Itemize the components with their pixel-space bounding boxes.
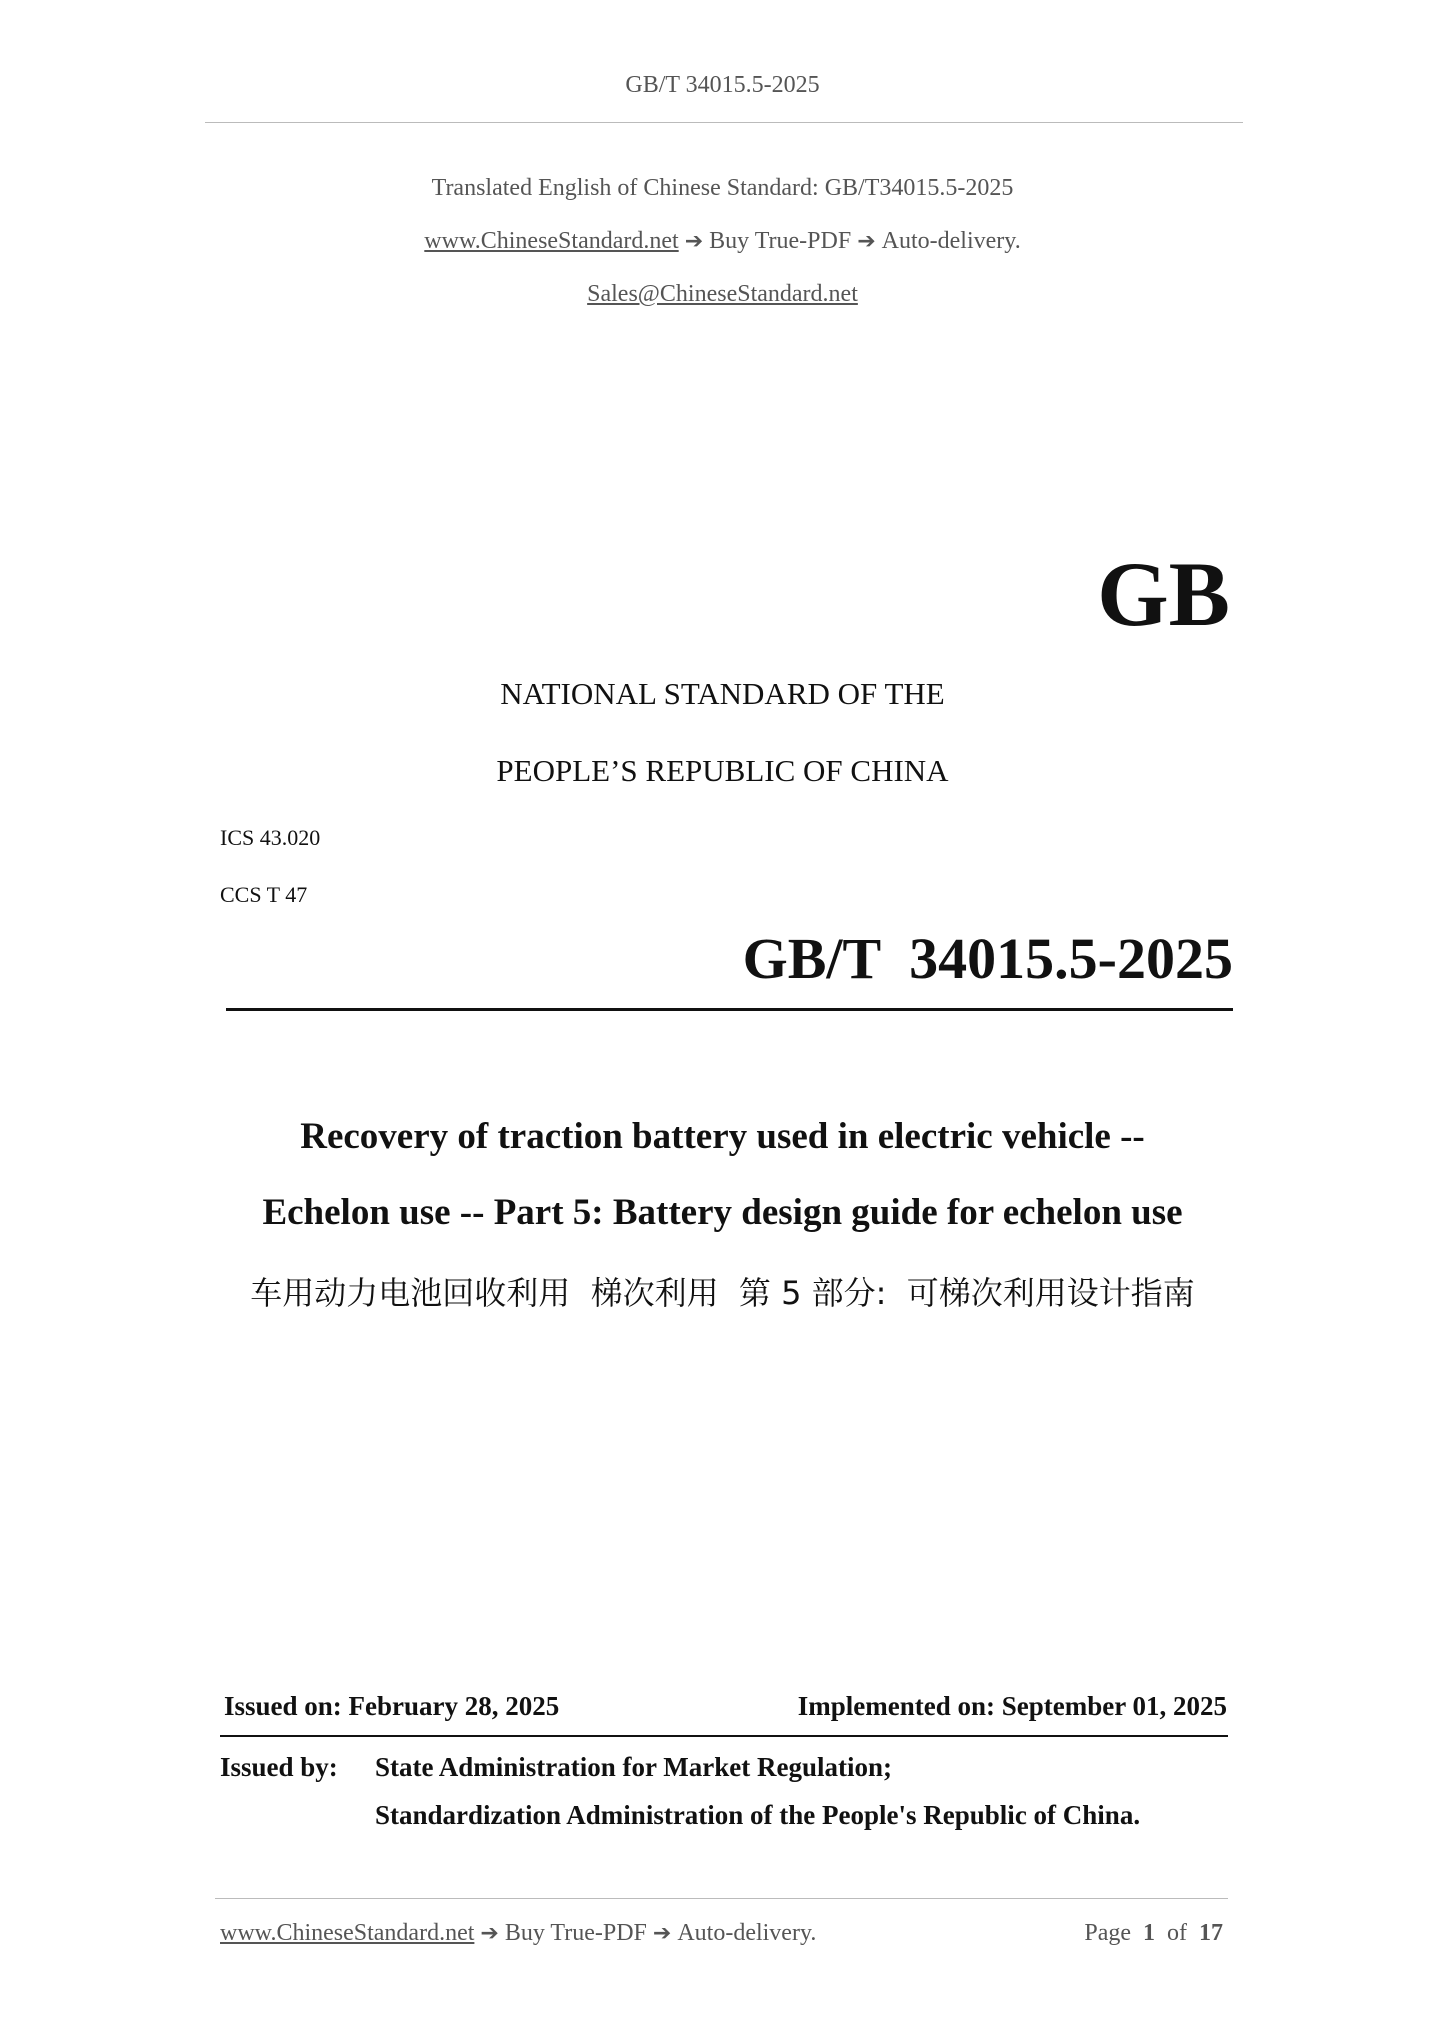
footer-auto-delivery-text: Auto-delivery. [677,1920,817,1946]
email-line [0,281,1445,308]
of-word: of [1167,1920,1187,1946]
standard-number-rule [226,1008,1233,1011]
auto-delivery-text: Auto-delivery. [881,228,1021,254]
page-word: Page [1084,1920,1131,1946]
issuer-line-2: Standardization Administration of the People's Republic of China. [375,1800,1141,1830]
footer-buy-true-pdf-text: Buy True-PDF [504,1920,647,1946]
site-link[interactable]: www.ChineseStandard.net [424,228,679,254]
national-standard-line-2: PEOPLE’S REPUBLIC OF CHINA [496,753,949,788]
national-standard-line-1: NATIONAL STANDARD OF THE [500,676,945,711]
promo-line [0,228,1445,255]
running-header: GB/T 34015.5-2025 [625,72,820,98]
ics-code: ICS 43.020 [220,825,321,850]
header-rule [205,122,1243,123]
issued-by-label: Issued by: [220,1752,338,1782]
translated-line: Translated English of Chinese Standard: GB/T34015.5-2025 [431,175,1014,201]
arrow-right-icon: ➔ [480,1921,499,1946]
arrow-right-icon: ➔ [652,1921,672,1946]
gb-logo: GB [1097,543,1230,645]
page-total: 17 [1199,1920,1223,1946]
footer-site-link[interactable]: www.ChineseStandard.net [220,1920,475,1946]
arrow-right-icon: ➔ [684,229,704,254]
title-en-line-2: Echelon use -- Part 5: Battery design guide for echelon use [262,1192,1183,1233]
footer-promo [220,1920,816,1947]
email-link[interactable]: Sales@ChineseStandard.net [587,281,858,307]
page-indicator [1084,1920,1223,1947]
dates-rule [220,1735,1228,1737]
buy-true-pdf-text: Buy True-PDF [709,228,852,254]
arrow-right-icon: ➔ [857,229,876,254]
issuer-line-1: State Administration for Market Regulation; [375,1752,892,1782]
ccs-code: CCS T 47 [220,882,308,907]
title-cn: 车用动力电池回收利用 梯次利用 第 5 部分: 可梯次利用设计指南 [250,1274,1195,1312]
standard-number: GB/T 34015.5-2025 [742,926,1233,991]
issued-on-date: Issued on: February 28, 2025 [224,1691,560,1721]
page-current: 1 [1143,1920,1155,1946]
implemented-on-date: Implemented on: September 01, 2025 [797,1691,1227,1721]
footer-rule [215,1898,1228,1899]
title-en-line-1: Recovery of traction battery used in electric vehicle -- [300,1116,1145,1157]
